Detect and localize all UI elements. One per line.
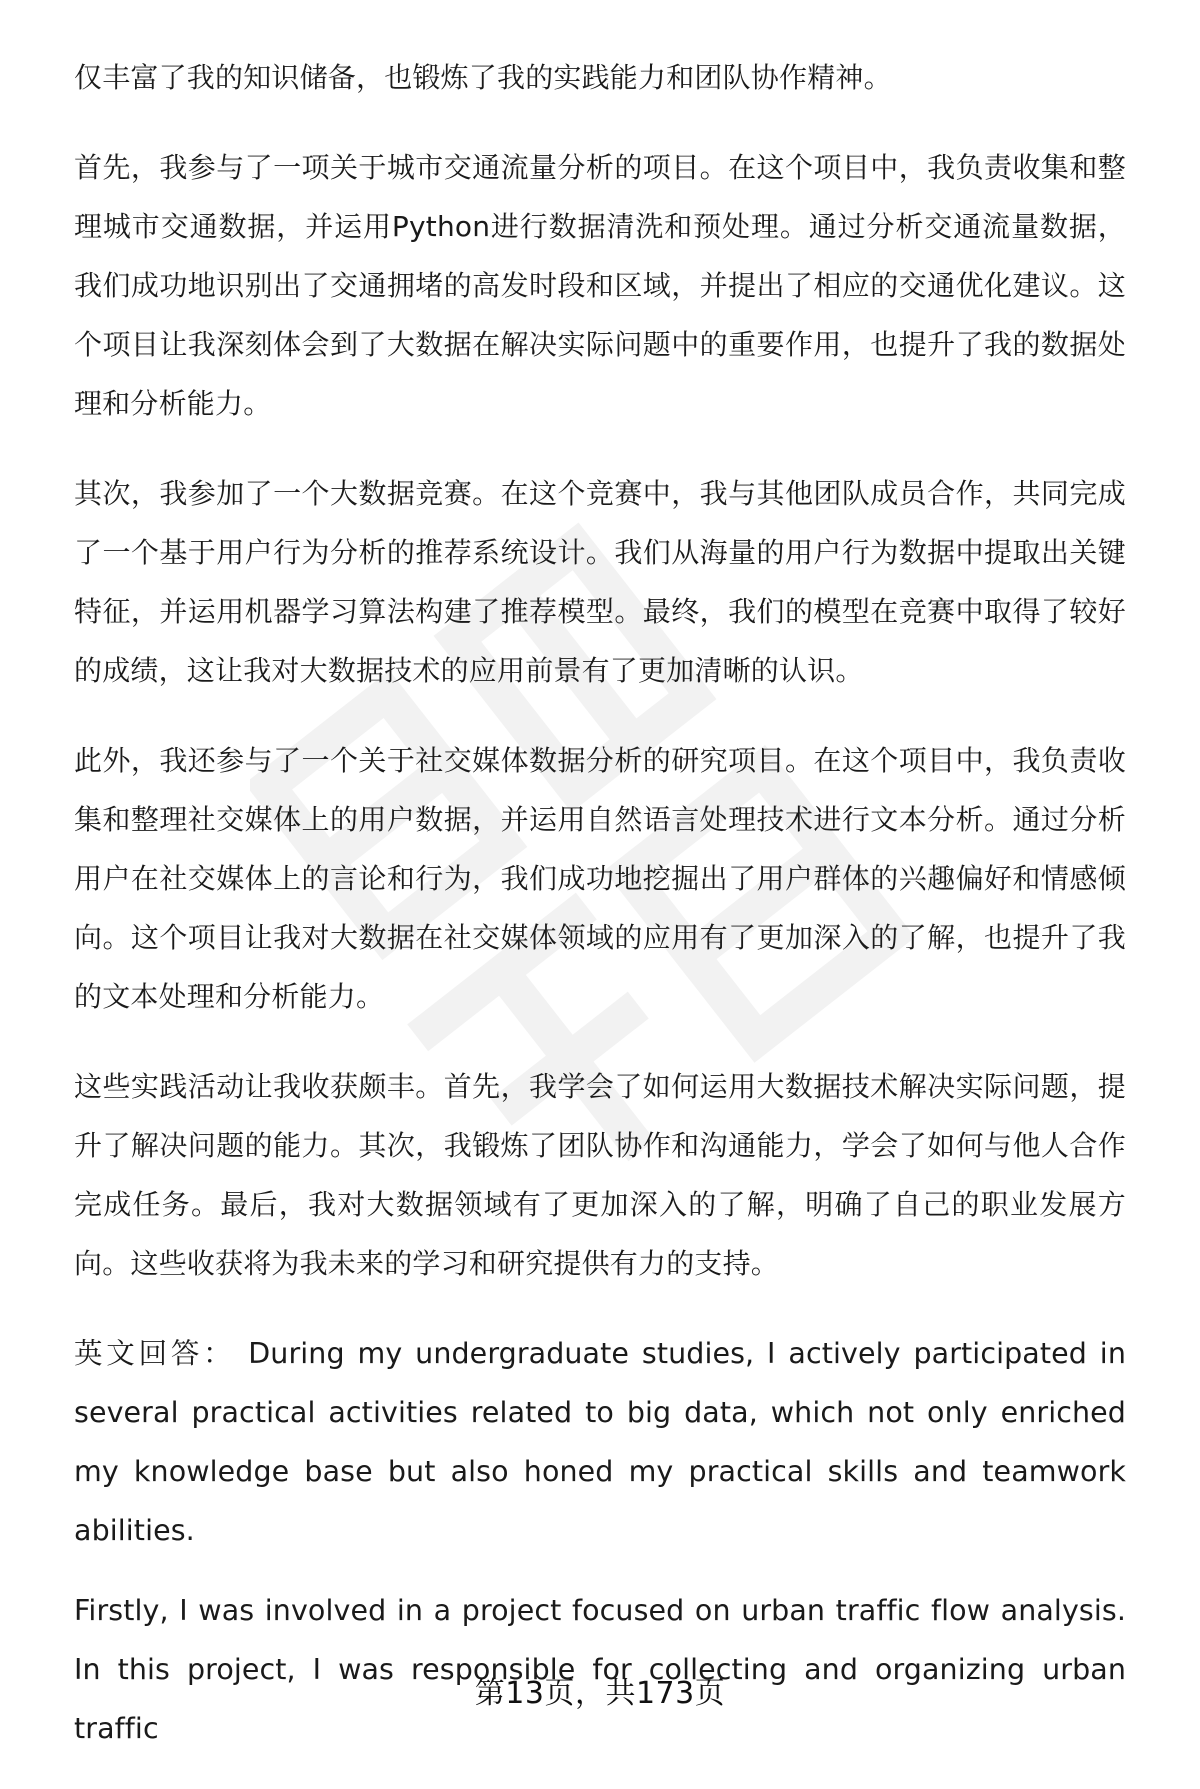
paragraph-gains: 这些实践活动让我收获颇丰。首先，我学会了如何运用大数据技术解决实际问题，提升了解决问题的能力。其次，我锻炼了团队协作和沟通能力，学会了如何与他人合作完成任务。最后，我对大数据领域有了更加深入的了解，明确了自己的职业发展方向。这些收获将为我未来的学习和研究提供有力的支持。 <box>74 1070 1126 1280</box>
paragraph-english-firstly: Firstly, I was involved in a project focused on urban traffic flow analysis. In this project, I was responsible for collecting and organizing urban traffic <box>74 1594 1126 1745</box>
paragraph-intro-continuation: 仅丰富了我的知识储备，也锻炼了我的实践能力和团队协作精神。 <box>74 61 892 94</box>
document-page <box>74 48 1126 1789</box>
paragraph-social-media: 此外，我还参与了一个关于社交媒体数据分析的研究项目。在这个项目中，我负责收集和整理社交媒体上的用户数据，并运用自然语言处理技术进行文本分析。通过分析用户在社交媒体上的言论和行为，我们成功地挖掘出了用户群体的兴趣偏好和情感倾向。这个项目让我对大数据在社交媒体领域的应用有了更加深入的了解，也提升了我的文本处理和分析能力。 <box>74 744 1126 1013</box>
paragraph-competition: 其次，我参加了一个大数据竞赛。在这个竞赛中，我与其他团队成员合作，共同完成了一个基于用户行为分析的推荐系统设计。我们从海量的用户行为数据中提取出关键特征，并运用机器学习算法构建了推荐模型。最终，我们的模型在竞赛中取得了较好的成绩，这让我对大数据技术的应用前景有了更加清晰的认识。 <box>74 477 1126 687</box>
paragraph-english-intro: 英文回答： During my undergraduate studies, I actively participated in several practical activities related to big data, which not only enriched my knowledge base but also honed my practical skills and teamwork abilities. <box>74 1337 1126 1547</box>
paragraph-traffic-project: 首先，我参与了一项关于城市交通流量分析的项目。在这个项目中，我负责收集和整理城市交通数据，并运用Python进行数据清洗和预处理。通过分析交通流量数据，我们成功地识别出了交通拥堵的高发时段和区域，并提出了相应的交通优化建议。这个项目让我深刻体会到了大数据在解决实际问题中的重要作用，也提升了我的数据处理和分析能力。 <box>74 151 1126 420</box>
page-number-footer: 第13页，共173页 <box>474 1676 726 1711</box>
